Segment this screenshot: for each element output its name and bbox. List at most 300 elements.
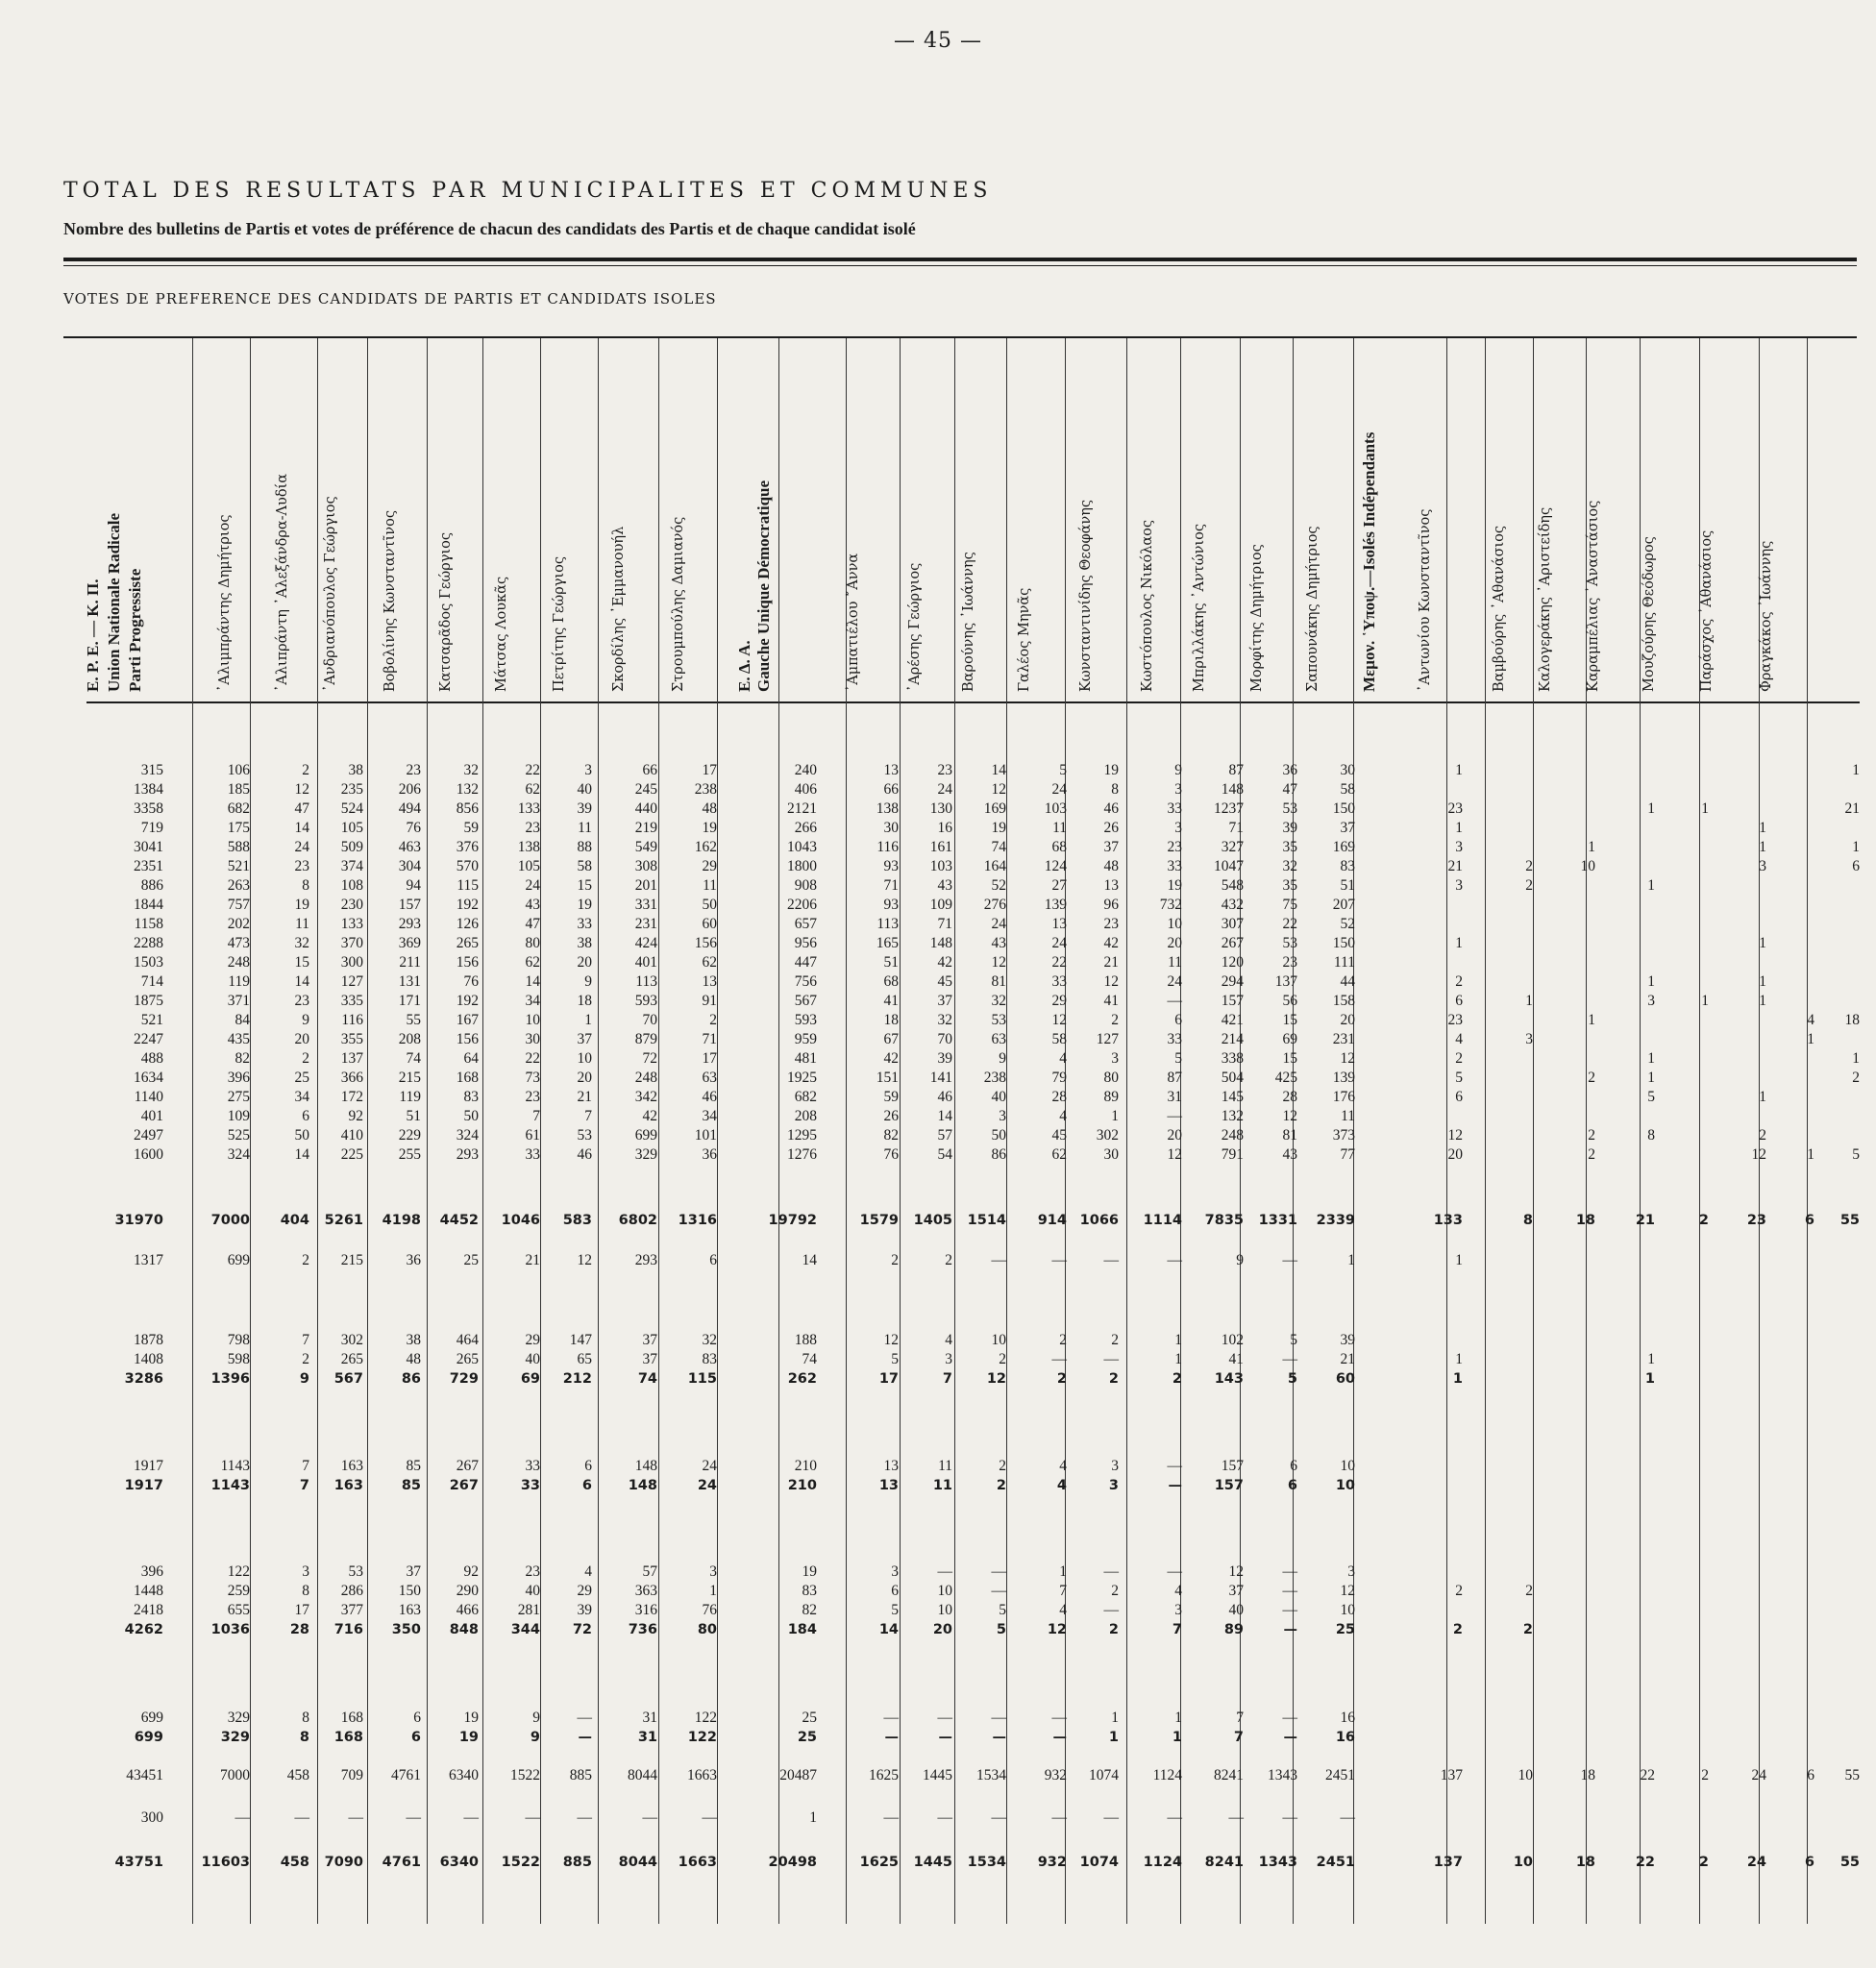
- table-row: [0, 761, 1876, 780]
- table-cell: 33: [577, 916, 592, 932]
- table-cell: 156: [694, 935, 717, 951]
- table-cell: 71: [702, 1031, 717, 1047]
- table-cell: 69: [1282, 1031, 1297, 1047]
- table-cell: 169: [983, 800, 1006, 817]
- table-cell: 52: [991, 877, 1006, 894]
- table-cell: 410: [340, 1127, 363, 1144]
- table-cell: 7: [302, 1332, 309, 1348]
- table-cell: 55: [1839, 1213, 1860, 1228]
- table-cell: 8: [1111, 781, 1119, 798]
- table-cell: —: [991, 1252, 1006, 1268]
- table-cell: 42: [937, 954, 952, 971]
- table-cell: 30: [883, 820, 899, 836]
- table-cell: 22: [1282, 916, 1297, 932]
- table-cell: 2451: [1325, 1767, 1355, 1784]
- table-cell: 4: [584, 1563, 592, 1580]
- table-cell: 37: [642, 1351, 657, 1367]
- table-cell: 2: [302, 762, 309, 778]
- table-cell: 6: [413, 1710, 421, 1726]
- table-cell: —: [1167, 1809, 1182, 1826]
- table-cell: 6802: [618, 1213, 657, 1228]
- table-cell: 9: [530, 1730, 540, 1745]
- table-cell: 17: [702, 762, 717, 778]
- table-cell: 39: [577, 800, 592, 817]
- table-cell: 88: [577, 839, 592, 855]
- table-cell: 163: [340, 1458, 363, 1474]
- table-cell: 40: [577, 781, 592, 798]
- table-cell: 376: [456, 839, 479, 855]
- table-cell: 9: [584, 973, 592, 990]
- table-cell: 26: [1103, 820, 1119, 836]
- table-cell: 162: [694, 839, 717, 855]
- table-cell: 47: [525, 916, 540, 932]
- table-cell: 19: [463, 1710, 479, 1726]
- table-cell: 293: [634, 1252, 657, 1268]
- table-cell: 1: [1108, 1730, 1119, 1745]
- table-cell: 207: [1332, 897, 1355, 913]
- table-cell: 1522: [501, 1855, 540, 1870]
- table-cell: 3: [1111, 1050, 1119, 1067]
- table-cell: 1: [1347, 1252, 1355, 1268]
- table-cell: 1: [1455, 1252, 1463, 1268]
- title-rule-thick: [63, 258, 1857, 261]
- table-cell: 126: [456, 916, 479, 932]
- table-cell: 122: [227, 1563, 250, 1580]
- table-cell: 176: [1332, 1089, 1355, 1105]
- table-cell: 3: [1525, 1031, 1533, 1047]
- table-cell: 435: [227, 1031, 250, 1047]
- table-cell: 509: [340, 839, 363, 855]
- table-cell: 16: [1340, 1710, 1355, 1726]
- table-cell: 74: [802, 1351, 817, 1367]
- table-cell: 885: [562, 1855, 592, 1870]
- table-cell: 21: [577, 1089, 592, 1105]
- table-cell: 588: [227, 839, 250, 855]
- table-cell: 10: [1340, 1458, 1355, 1474]
- table-cell: 122: [694, 1710, 717, 1726]
- table-cell: 1634: [134, 1070, 163, 1086]
- table-row: [0, 1107, 1876, 1126]
- table-cell: 19: [458, 1730, 479, 1745]
- table-cell: 848: [449, 1622, 479, 1637]
- table-cell: 32: [991, 993, 1006, 1009]
- table-cell: 52: [1340, 916, 1355, 932]
- table-cell: 19: [1167, 877, 1182, 894]
- table-cell: 23: [525, 820, 540, 836]
- table-cell: 29: [577, 1583, 592, 1599]
- table-cell: 201: [634, 877, 657, 894]
- table-cell: 23: [1103, 916, 1119, 932]
- column-header-label: Γαλέος Μηνᾶς: [1017, 587, 1032, 692]
- table-cell: 22: [1635, 1855, 1655, 1870]
- table-cell: 158: [1332, 993, 1355, 1009]
- table-cell: 655: [227, 1602, 250, 1618]
- table-cell: 31: [637, 1730, 657, 1745]
- table-cell: 5: [996, 1622, 1006, 1637]
- table-cell: 38: [348, 762, 363, 778]
- table-row: [0, 1011, 1876, 1030]
- table-cell: 72: [642, 1050, 657, 1067]
- table-cell: 3: [1347, 1563, 1355, 1580]
- table-cell: 315: [140, 762, 163, 778]
- table-cell: 168: [333, 1730, 363, 1745]
- table-cell: 59: [463, 820, 479, 836]
- table-cell: 9: [299, 1371, 309, 1387]
- table-cell: 6: [891, 1583, 899, 1599]
- table-cell: 1: [1852, 839, 1860, 855]
- table-cell: 302: [1096, 1127, 1119, 1144]
- table-cell: 19: [702, 820, 717, 836]
- column-header-label: ᾿Αμπατιέλου ῎Αννα: [846, 553, 861, 692]
- table-cell: 43: [525, 897, 540, 913]
- table-cell: 103: [929, 858, 952, 874]
- table-cell: 1: [1172, 1730, 1182, 1745]
- table-cell: 19: [991, 820, 1006, 836]
- table-cell: 329: [220, 1730, 250, 1745]
- table-cell: 168: [456, 1070, 479, 1086]
- table-cell: 2: [1588, 1070, 1595, 1086]
- table-cell: 12: [1340, 1050, 1355, 1067]
- table-cell: —: [577, 1710, 592, 1726]
- table-cell: —: [1340, 1809, 1355, 1826]
- table-cell: 4761: [382, 1855, 421, 1870]
- table-cell: 1276: [787, 1146, 817, 1163]
- column-header-label: Παράσχος ᾿Αθανάσιος: [1699, 529, 1715, 692]
- table-cell: 3: [1759, 858, 1766, 874]
- table-cell: 115: [457, 877, 479, 894]
- table-cell: 71: [1228, 820, 1244, 836]
- table-cell: 40: [991, 1089, 1006, 1105]
- table-cell: 3: [1174, 820, 1182, 836]
- table-cell: 32: [463, 762, 479, 778]
- table-cell: 76: [463, 973, 479, 990]
- table-cell: 267: [456, 1458, 479, 1474]
- table-cell: 6: [1287, 1478, 1297, 1493]
- table-cell: 300: [140, 1809, 163, 1826]
- table-cell: 163: [333, 1478, 363, 1493]
- table-cell: 567: [333, 1371, 363, 1387]
- table-cell: 87: [1167, 1070, 1182, 1086]
- table-cell: 2: [1525, 858, 1533, 874]
- table-cell: —: [1282, 1710, 1297, 1726]
- table-cell: 161: [929, 839, 952, 855]
- table-cell: —: [234, 1809, 250, 1826]
- table-cell: 42: [1103, 935, 1119, 951]
- table-cell: 148: [628, 1478, 657, 1493]
- table-cell: 81: [991, 973, 1006, 990]
- table-row: [0, 1601, 1876, 1620]
- table-cell: 10: [525, 1012, 540, 1028]
- table-cell: 151: [876, 1070, 899, 1086]
- table-cell: 567: [794, 993, 817, 1009]
- column-header-label: Union Nationale Radicale: [105, 512, 123, 692]
- table-cell: 167: [456, 1012, 479, 1028]
- column-header-label: Gauche Unique Démocratique: [754, 480, 773, 692]
- table-cell: 28: [1051, 1089, 1067, 1105]
- table-cell: 6: [302, 1108, 309, 1124]
- column-header-label: Κωστόπουλος Νικόλαος: [1140, 519, 1155, 692]
- table-cell: 682: [794, 1089, 817, 1105]
- table-cell: 699: [227, 1252, 250, 1268]
- table-cell: 1448: [134, 1583, 163, 1599]
- table-cell: —: [406, 1809, 421, 1826]
- table-cell: 47: [294, 800, 309, 817]
- table-cell: 355: [340, 1031, 363, 1047]
- table-row: [0, 1766, 1876, 1785]
- table-cell: 2: [1525, 1583, 1533, 1599]
- table-cell: 7835: [1204, 1213, 1244, 1228]
- table-cell: 363: [634, 1583, 657, 1599]
- table-cell: 473: [227, 935, 250, 951]
- table-cell: —: [1103, 1563, 1119, 1580]
- table-cell: 36: [406, 1252, 421, 1268]
- table-cell: 18: [1575, 1213, 1595, 1228]
- table-cell: 2: [1111, 1332, 1119, 1348]
- table-cell: 33: [1167, 1031, 1182, 1047]
- table-cell: 1384: [134, 781, 163, 798]
- table-row: [0, 819, 1876, 838]
- table-cell: 1: [1455, 1351, 1463, 1367]
- table-row: [0, 992, 1876, 1011]
- table-cell: 3: [945, 1351, 952, 1367]
- table-cell: 396: [227, 1070, 250, 1086]
- table-cell: 265: [340, 1351, 363, 1367]
- table-cell: 74: [637, 1371, 657, 1387]
- table-cell: —: [1167, 1252, 1182, 1268]
- column-header-label: Μπριλλάκης ᾿Αντώνιος: [1192, 524, 1207, 692]
- table-row: [0, 934, 1876, 953]
- table-cell: 68: [883, 973, 899, 990]
- table-cell: 240: [794, 762, 817, 778]
- table-cell: 302: [340, 1332, 363, 1348]
- table-cell: 374: [340, 858, 363, 874]
- table-cell: —: [463, 1809, 479, 1826]
- table-cell: 4198: [382, 1213, 421, 1228]
- table-cell: 2: [1059, 1332, 1067, 1348]
- table-cell: —: [937, 1710, 952, 1726]
- table-cell: 4262: [124, 1622, 163, 1637]
- table-cell: 1: [1759, 839, 1766, 855]
- table-cell: 5: [1059, 762, 1067, 778]
- table-cell: 1114: [1143, 1213, 1182, 1228]
- table-cell: 12: [1282, 1108, 1297, 1124]
- table-cell: 316: [634, 1602, 657, 1618]
- table-cell: 11: [295, 916, 309, 932]
- table-cell: 111: [1333, 954, 1355, 971]
- table-cell: 959: [794, 1031, 817, 1047]
- table-cell: 856: [456, 800, 479, 817]
- table-cell: 29: [1051, 993, 1067, 1009]
- table-cell: 1: [1647, 1070, 1655, 1086]
- table-cell: 2: [1759, 1127, 1766, 1144]
- table-cell: —: [1103, 1602, 1119, 1618]
- table-cell: 21: [1103, 954, 1119, 971]
- table-cell: 10: [577, 1050, 592, 1067]
- table-cell: 25: [802, 1710, 817, 1726]
- table-cell: 6: [1804, 1855, 1814, 1870]
- table-cell: 8241: [1204, 1855, 1244, 1870]
- table-cell: 1: [1525, 993, 1533, 1009]
- table-cell: 92: [463, 1563, 479, 1580]
- table-cell: 1: [709, 1583, 717, 1599]
- table-cell: —: [1283, 1622, 1297, 1637]
- table-cell: 396: [140, 1563, 163, 1580]
- table-cell: 11: [932, 1478, 952, 1493]
- table-cell: 3: [1455, 839, 1463, 855]
- table-cell: 231: [1332, 1031, 1355, 1047]
- table-cell: 4452: [439, 1213, 479, 1228]
- table-cell: 327: [1221, 839, 1244, 855]
- table-cell: 122: [687, 1730, 717, 1745]
- table-cell: —: [1282, 1583, 1297, 1599]
- table-cell: 20: [1167, 935, 1182, 951]
- table-cell: —: [1167, 993, 1182, 1009]
- table-cell: 20: [1340, 1012, 1355, 1028]
- table-cell: 1: [1111, 1710, 1119, 1726]
- table-cell: 77: [1340, 1146, 1355, 1163]
- table-cell: 1844: [134, 897, 163, 913]
- table-cell: 23: [1447, 800, 1463, 817]
- table-cell: —: [991, 1809, 1006, 1826]
- table-cell: —: [1282, 1563, 1297, 1580]
- table-cell: 89: [1103, 1089, 1119, 1105]
- table-cell: 19: [294, 897, 309, 913]
- table-cell: 2451: [1316, 1855, 1355, 1870]
- table-cell: 15: [294, 954, 309, 971]
- table-cell: 286: [340, 1583, 363, 1599]
- table-cell: 908: [794, 877, 817, 894]
- table-cell: 7: [942, 1371, 952, 1387]
- table-cell: 10: [991, 1332, 1006, 1348]
- column-header-label: Ε. Ρ. Ε. — Κ. Π.: [84, 578, 102, 692]
- table-cell: 208: [794, 1108, 817, 1124]
- table-cell: 338: [1221, 1050, 1244, 1067]
- table-cell: 259: [227, 1583, 250, 1599]
- table-cell: 914: [1037, 1213, 1067, 1228]
- table-cell: 108: [340, 877, 363, 894]
- table-cell: 230: [340, 897, 363, 913]
- table-cell: 113: [635, 973, 657, 990]
- table-cell: 92: [348, 1108, 363, 1124]
- table-cell: 267: [1221, 935, 1244, 951]
- table-cell: 583: [562, 1213, 592, 1228]
- table-cell: 466: [456, 1602, 479, 1618]
- table-cell: 304: [398, 858, 421, 874]
- table-row: [0, 915, 1876, 934]
- table-cell: —: [991, 1710, 1006, 1726]
- table-cell: 58: [1051, 1031, 1067, 1047]
- table-cell: 1405: [913, 1213, 952, 1228]
- table-cell: 458: [280, 1855, 309, 1870]
- table-cell: 1625: [859, 1855, 899, 1870]
- table-cell: 157: [1214, 1478, 1244, 1493]
- table-cell: 1: [1807, 1146, 1814, 1163]
- table-cell: 1917: [134, 1458, 163, 1474]
- table-cell: 137: [1433, 1855, 1463, 1870]
- table-row: [0, 896, 1876, 915]
- total-row: [0, 1728, 1876, 1747]
- table-cell: 31970: [114, 1213, 163, 1228]
- column-header-label: Στρουμπούλης Δαμιανός: [671, 516, 686, 692]
- table-cell: 22: [525, 1050, 540, 1067]
- table-cell: —: [1282, 1809, 1297, 1826]
- table-cell: 73: [525, 1070, 540, 1086]
- table-cell: 2: [996, 1478, 1006, 1493]
- table-cell: 1503: [134, 954, 163, 971]
- table-cell: 2: [891, 1252, 899, 1268]
- table-cell: 22: [1051, 954, 1067, 971]
- table-cell: 206: [398, 781, 421, 798]
- table-cell: 1: [809, 1809, 817, 1826]
- table-cell: 150: [398, 1583, 421, 1599]
- table-cell: 25: [1335, 1622, 1355, 1637]
- table-cell: 86: [401, 1371, 421, 1387]
- table-cell: 137: [1440, 1767, 1463, 1784]
- table-cell: 7000: [220, 1767, 250, 1784]
- table-cell: 3: [1174, 781, 1182, 798]
- table-row: [0, 1582, 1876, 1601]
- table-cell: 521: [227, 858, 250, 874]
- table-cell: 35: [1282, 839, 1297, 855]
- table-cell: 192: [456, 993, 479, 1009]
- table-cell: 66: [883, 781, 899, 798]
- table-cell: 147: [569, 1332, 592, 1348]
- table-cell: 1074: [1079, 1855, 1119, 1870]
- column-header-label: Ε. Δ. Α.: [735, 640, 753, 692]
- table-cell: 12: [883, 1332, 899, 1348]
- table-cell: 6340: [439, 1855, 479, 1870]
- table-cell: —: [1051, 1252, 1067, 1268]
- table-row: [0, 1069, 1876, 1088]
- table-cell: 593: [794, 1012, 817, 1028]
- table-cell: 24: [1051, 781, 1067, 798]
- table-cell: 3: [709, 1563, 717, 1580]
- table-cell: 23: [1447, 1012, 1463, 1028]
- table-cell: 82: [802, 1602, 817, 1618]
- table-cell: 12: [986, 1371, 1006, 1387]
- table-cell: 17: [702, 1050, 717, 1067]
- table-cell: 265: [456, 1351, 479, 1367]
- table-cell: —: [937, 1563, 952, 1580]
- table-cell: 2: [1452, 1622, 1463, 1637]
- table-cell: 20: [577, 1070, 592, 1086]
- table-cell: 366: [340, 1070, 363, 1086]
- column-header-label: Καλογεράκης ᾿Αριστείδης: [1538, 506, 1553, 692]
- table-cell: 1: [1759, 973, 1766, 990]
- table-cell: 124: [1044, 858, 1067, 874]
- table-cell: 1: [1174, 1351, 1182, 1367]
- table-cell: 50: [294, 1127, 309, 1144]
- table-cell: 40: [1228, 1602, 1244, 1618]
- table-cell: 53: [577, 1127, 592, 1144]
- table-cell: —: [1167, 1458, 1182, 1474]
- table-cell: 10: [1335, 1478, 1355, 1493]
- table-cell: 248: [1221, 1127, 1244, 1144]
- table-cell: 2: [709, 1012, 717, 1028]
- table-cell: 1663: [687, 1767, 717, 1784]
- table-cell: 2: [1455, 973, 1463, 990]
- table-row: [0, 838, 1876, 857]
- table-cell: 2: [999, 1458, 1006, 1474]
- table-cell: 68: [1051, 839, 1067, 855]
- table-cell: —: [294, 1809, 309, 1826]
- table-cell: 45: [937, 973, 952, 990]
- table-cell: 148: [929, 935, 952, 951]
- table-cell: 458: [286, 1767, 309, 1784]
- total-row: [0, 1211, 1876, 1230]
- column-header-label: Βαρούνης ᾿Ιωάννης: [961, 552, 976, 692]
- table-cell: —: [884, 1730, 899, 1745]
